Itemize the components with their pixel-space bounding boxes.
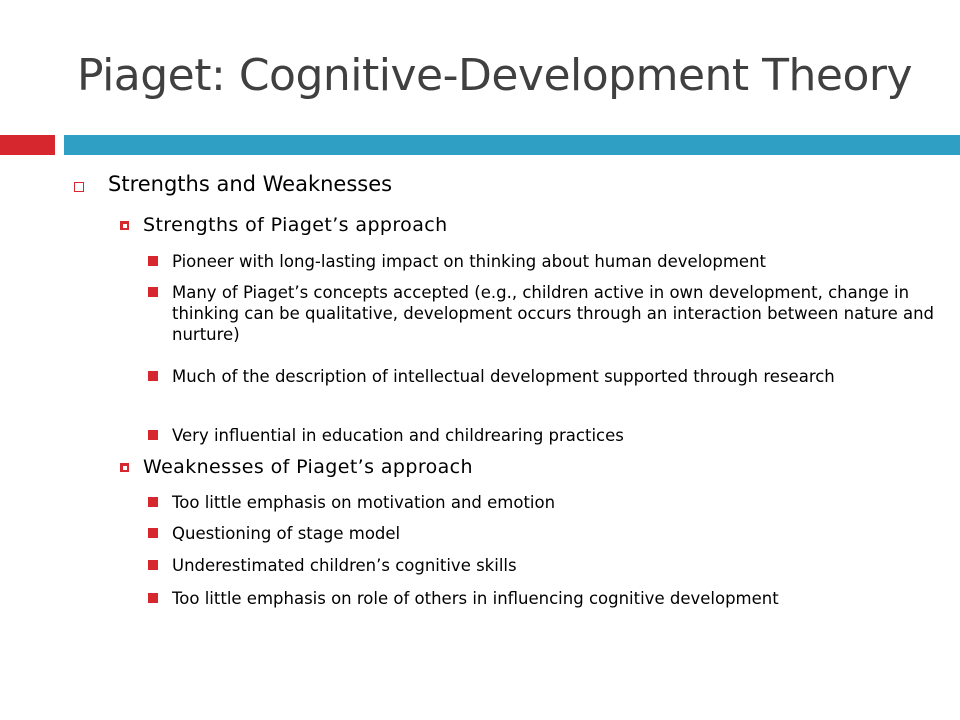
square-bullet-icon <box>148 528 158 538</box>
list-item <box>172 588 942 609</box>
accent-bar-red <box>0 135 55 155</box>
list-item-text: Too little emphasis on motivation and emotion <box>172 493 556 512</box>
list-item <box>172 366 942 387</box>
list-item-text: Many of Piaget’s concepts accepted (e.g., children active in own development, change in thinking can be qualitative, development occurs through an interaction between nature and nurture) <box>172 283 935 344</box>
square-bullet-icon <box>148 371 158 381</box>
list-item <box>172 555 942 576</box>
accent-bar-teal <box>64 135 960 155</box>
heading-bullet <box>108 172 392 196</box>
list-item <box>172 282 942 345</box>
list-item-text: Very influential in education and childrearing practices <box>172 426 624 445</box>
weaknesses-label: Weaknesses of Piaget’s approach <box>143 456 473 478</box>
list-item <box>172 492 942 513</box>
heading-text: Strengths and Weaknesses <box>108 172 393 196</box>
square-bullet-icon <box>148 430 158 440</box>
list-item <box>172 425 942 446</box>
list-item-text: Too little emphasis on role of others in influencing cognitive development <box>172 589 779 608</box>
framed-square-bullet-icon <box>120 221 129 230</box>
strengths-label: Strengths of Piaget’s approach <box>143 214 448 236</box>
list-item-text: Much of the description of intellectual development supported through research <box>172 367 835 386</box>
square-bullet-icon <box>148 256 158 266</box>
list-item-text: Underestimated children’s cognitive skills <box>172 556 517 575</box>
square-bullet-icon <box>148 287 158 297</box>
weaknesses-subheading <box>143 456 473 478</box>
square-bullet-icon <box>148 497 158 507</box>
framed-square-bullet-icon <box>120 463 129 472</box>
list-item <box>172 251 942 272</box>
square-bullet-icon <box>148 593 158 603</box>
list-item <box>172 523 942 544</box>
list-item-text: Questioning of stage model <box>172 524 401 543</box>
square-bullet-icon <box>148 560 158 570</box>
hollow-square-bullet-icon <box>74 182 84 192</box>
strengths-subheading <box>143 214 448 236</box>
slide-title: Piaget: Cognitive-Development Theory <box>77 50 913 101</box>
list-item-text: Pioneer with long-lasting impact on thinking about human development <box>172 252 766 271</box>
